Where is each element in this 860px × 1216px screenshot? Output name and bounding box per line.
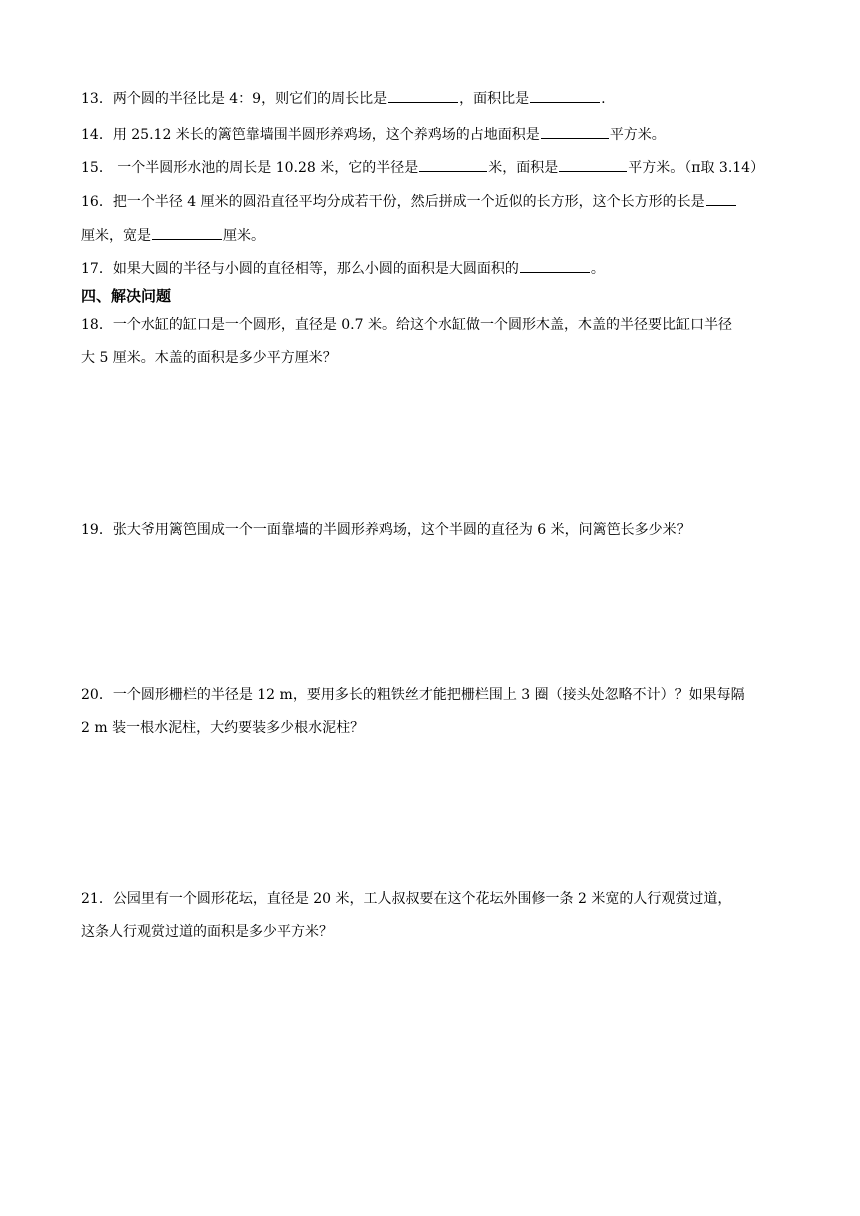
- question-text: 米，面积是: [488, 160, 559, 176]
- question-text: 这条人行观赏过道的面积是多少平方米？: [81, 924, 333, 940]
- question-text: 厘米。: [223, 228, 265, 244]
- question-number: 20．: [81, 687, 113, 703]
- question-number: 14．: [81, 127, 113, 143]
- question-15: [81, 157, 764, 178]
- question-text: 一个水缸的缸口是一个圆形，直径是 0.7 米。给这个水缸做一个圆形木盖，木盖的半径要比缸口半径: [112, 317, 732, 333]
- question-20-line-2: [81, 718, 364, 738]
- answer-blank[interactable]: [520, 258, 590, 273]
- question-number: 16．: [81, 194, 113, 210]
- question-text: .: [601, 91, 606, 107]
- question-text: 一个圆形栅栏的半径是 12 m，要用多长的粗铁丝才能把栅栏围上 3 圈（接头处忽略不计）？如果每隔: [112, 687, 745, 703]
- question-text: 大 5 厘米。木盖的面积是多少平方厘米？: [81, 350, 337, 366]
- question-text: 把一个半径 4 厘米的圆沿直径平均分成若干份，然后拼成一个近似的长方形，这个长方形的长是: [112, 194, 705, 210]
- question-number: 17．: [81, 261, 113, 277]
- answer-blank[interactable]: [419, 157, 487, 172]
- question-number: 21．: [81, 891, 113, 907]
- question-text: 。: [590, 261, 605, 277]
- question-text: 一个半圆形水池的周长是 10.28 米，它的半径是: [112, 160, 419, 176]
- answer-blank[interactable]: [559, 157, 627, 172]
- question-17: [81, 258, 605, 279]
- question-text: 平方米。: [609, 127, 666, 143]
- section-heading: 四、解决问题: [81, 287, 172, 305]
- question-text: 平方米。（π取 3.14）: [628, 160, 765, 176]
- question-text: 用 25.12 米长的篱笆靠墙围半圆形养鸡场，这个养鸡场的占地面积是: [112, 127, 540, 143]
- question-text: 张大爷用篱笆围成一个一面靠墙的半圆形养鸡场，这个半圆的直径为 6 米，问篱笆长多少米？: [112, 522, 691, 538]
- question-text: 两个圆的半径比是 4：9，则它们的周长比是: [112, 91, 388, 107]
- question-text: 如果大圆的半径与小圆的直径相等，那么小圆的面积是大圆面积的: [112, 261, 519, 277]
- question-16-line-2: [81, 225, 265, 246]
- question-21-line-2: [81, 922, 333, 942]
- question-text: 厘米，宽是: [81, 228, 151, 244]
- question-21-line-1: [81, 889, 731, 909]
- answer-blank[interactable]: [388, 88, 458, 103]
- question-text: 公园里有一个圆形花坛，直径是 20 米，工人叔叔要在这个花坛外围修一条 2 米宽的人行观赏过道，: [112, 891, 732, 907]
- question-text: ，面积比是: [459, 91, 530, 107]
- question-16-line-1: [81, 191, 737, 212]
- answer-blank[interactable]: [152, 225, 222, 240]
- answer-blank[interactable]: [530, 88, 600, 103]
- question-number: 13．: [81, 91, 113, 107]
- question-number: 19．: [81, 522, 113, 538]
- question-14: [81, 124, 666, 145]
- question-18-line-2: [81, 348, 337, 368]
- answer-blank[interactable]: [541, 124, 609, 139]
- question-19: [81, 520, 691, 540]
- question-number: 15．: [81, 160, 113, 176]
- answer-blank[interactable]: [706, 191, 736, 206]
- question-13: [81, 88, 606, 109]
- question-18-line-1: [81, 315, 732, 335]
- question-20-line-1: [81, 685, 745, 705]
- question-text: 2 m 装一根水泥柱，大约要装多少根水泥柱？: [81, 720, 365, 736]
- question-number: 18．: [81, 317, 113, 333]
